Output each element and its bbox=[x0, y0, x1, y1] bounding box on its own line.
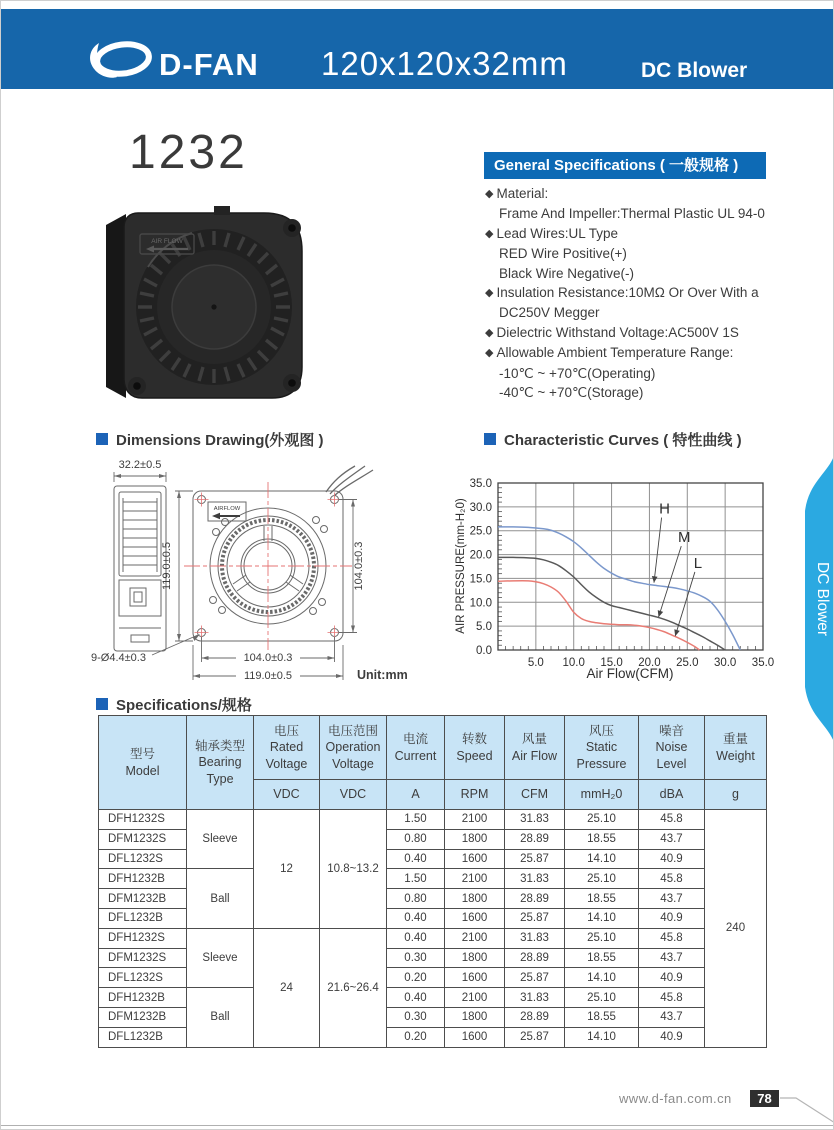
svg-text:15.0: 15.0 bbox=[469, 573, 492, 586]
noise-cell: 45.8 bbox=[639, 928, 705, 948]
dimensions-section-title: Dimensions Drawing(外观图 ) bbox=[96, 429, 324, 450]
blue-square-icon bbox=[484, 433, 496, 445]
centerlines bbox=[184, 482, 352, 650]
general-spec-item: ◆ Dielectric Withstand Voltage:AC500V 1S bbox=[485, 324, 739, 340]
spec-table-container bbox=[98, 715, 767, 1048]
header-size-title: 120x120x32mm bbox=[321, 45, 568, 82]
airflow-arrow-label bbox=[208, 502, 246, 521]
unit-g: g bbox=[705, 780, 767, 810]
pressure-cell: 18.55 bbox=[565, 948, 639, 968]
model-cell: DFL1232S bbox=[99, 849, 187, 869]
general-spec-item: Black Wire Negative(-) bbox=[499, 265, 635, 281]
header-product-type: DC Blower bbox=[641, 59, 748, 82]
model-cell: DFM1232B bbox=[99, 1007, 187, 1027]
airflow-cell: 25.87 bbox=[505, 968, 565, 988]
header-bar bbox=[1, 9, 834, 89]
dim-height-label: 119.0±0.5 bbox=[161, 541, 173, 591]
front-view bbox=[193, 466, 373, 641]
unit-cfm: CFM bbox=[505, 780, 565, 810]
svg-text:25.0: 25.0 bbox=[469, 525, 492, 538]
unit-mmh2o: mmH₂0 bbox=[565, 780, 639, 810]
general-spec-item: ◆ Lead Wires:UL Type bbox=[485, 225, 619, 241]
current-cell: 0.20 bbox=[387, 1027, 445, 1047]
speed-cell: 1600 bbox=[445, 849, 505, 869]
airflow-cell: 31.83 bbox=[505, 869, 565, 889]
operation-voltage-cell: 10.8~13.2 bbox=[320, 810, 387, 929]
noise-cell: 43.7 bbox=[639, 948, 705, 968]
y-axis-title: AIR PRESSURE(mm-H₂0) bbox=[455, 498, 467, 634]
speed-cell: 1600 bbox=[445, 908, 505, 928]
website-text: www.d-fan.com.cn bbox=[619, 1091, 732, 1106]
svg-text:30.0: 30.0 bbox=[469, 501, 492, 514]
unit-dba: dBA bbox=[639, 780, 705, 810]
model-cell: DFL1232B bbox=[99, 908, 187, 928]
diamond-bullet-icon: ◆ bbox=[485, 188, 494, 200]
pressure-cell: 25.10 bbox=[565, 810, 639, 830]
side-view bbox=[114, 486, 166, 651]
current-cell: 0.40 bbox=[387, 849, 445, 869]
noise-cell: 45.8 bbox=[639, 988, 705, 1008]
col-header-bearing: 轴承类型 Bearing Type bbox=[187, 716, 254, 810]
side-tab bbox=[785, 453, 834, 745]
current-cell: 0.40 bbox=[387, 928, 445, 948]
svg-text:35.0: 35.0 bbox=[469, 478, 492, 490]
current-cell: 0.20 bbox=[387, 968, 445, 988]
side-tab-label: DC Blower bbox=[814, 561, 831, 637]
model-cell: DFM1232S bbox=[99, 948, 187, 968]
bearing-cell: Sleeve bbox=[187, 810, 254, 869]
noise-cell: 40.9 bbox=[639, 908, 705, 928]
diamond-bullet-icon: ◆ bbox=[485, 347, 494, 360]
speed-cell: 2100 bbox=[445, 810, 505, 830]
blue-square-icon bbox=[96, 433, 108, 445]
spec-table-row bbox=[99, 928, 767, 948]
weight-cell: 240 bbox=[705, 810, 767, 1048]
model-cell: DFH1232B bbox=[99, 869, 187, 889]
pressure-cell: 25.10 bbox=[565, 869, 639, 889]
airflow-cell: 25.87 bbox=[505, 1027, 565, 1047]
noise-cell: 45.8 bbox=[639, 810, 705, 830]
col-header-current: 电流 Current bbox=[387, 716, 445, 780]
model-cell: DFH1232S bbox=[99, 810, 187, 830]
page-bottom-rule bbox=[1, 1125, 834, 1126]
dim-width-label: 119.0±0.5 bbox=[243, 670, 293, 682]
diamond-bullet-icon: ◆ bbox=[485, 287, 494, 300]
col-header-weight: 重量 Weight bbox=[705, 716, 767, 780]
dimensions-drawing bbox=[89, 454, 469, 694]
model-cell: DFM1232S bbox=[99, 829, 187, 849]
curve-label-L: L bbox=[693, 554, 703, 572]
svg-text:5.0: 5.0 bbox=[476, 621, 492, 634]
noise-cell: 43.7 bbox=[639, 889, 705, 909]
current-cell: 0.30 bbox=[387, 1007, 445, 1027]
general-spec-item: RED Wire Positive(+) bbox=[499, 246, 627, 262]
airflow-cell: 31.83 bbox=[505, 928, 565, 948]
dim-holes-label: 9-Ø4.4±0.3 bbox=[91, 652, 146, 664]
noise-cell: 43.7 bbox=[639, 829, 705, 849]
pressure-cell: 18.55 bbox=[565, 889, 639, 909]
x-axis-title: Air Flow(CFM) bbox=[586, 666, 674, 681]
unit-rpm: RPM bbox=[445, 780, 505, 810]
svg-text:35.0: 35.0 bbox=[751, 657, 775, 669]
svg-text:20.0: 20.0 bbox=[469, 549, 492, 562]
page-number-badge: 78 bbox=[750, 1090, 779, 1107]
current-cell: 1.50 bbox=[387, 810, 445, 830]
pressure-cell: 18.55 bbox=[565, 1007, 639, 1027]
current-cell: 0.80 bbox=[387, 829, 445, 849]
airflow-cell: 25.87 bbox=[505, 908, 565, 928]
curve-label-H: H bbox=[659, 500, 670, 518]
curves-section-title: Characteristic Curves ( 特性曲线 ) bbox=[484, 429, 742, 450]
spec-table-row bbox=[99, 869, 767, 889]
spec-table-row bbox=[99, 988, 767, 1008]
spec-table-body bbox=[99, 810, 767, 1048]
noise-cell: 43.7 bbox=[639, 1007, 705, 1027]
general-spec-item: DC250V Megger bbox=[499, 305, 600, 321]
current-cell: 0.40 bbox=[387, 988, 445, 1008]
svg-text:10.0: 10.0 bbox=[562, 657, 585, 669]
curve-label-M: M bbox=[678, 529, 691, 547]
brand-name: D-FAN bbox=[159, 47, 259, 82]
speed-cell: 1600 bbox=[445, 1027, 505, 1047]
col-header-airflow: 风量 Air Flow bbox=[505, 716, 565, 780]
curve-H bbox=[498, 527, 740, 650]
general-specs-title-bar: General Specifications ( 一般规格 ) bbox=[484, 152, 766, 179]
current-cell: 0.80 bbox=[387, 889, 445, 909]
speed-cell: 1800 bbox=[445, 1007, 505, 1027]
airflow-cell: 31.83 bbox=[505, 988, 565, 1008]
airflow-cell: 28.89 bbox=[505, 1007, 565, 1027]
model-number: 1232 bbox=[129, 126, 248, 179]
general-spec-item: ◆ Material: bbox=[485, 186, 549, 201]
unit-label: Unit:mm bbox=[357, 668, 408, 682]
airflow-cell: 31.83 bbox=[505, 810, 565, 830]
col-header-pressure: 风压 Static Pressure bbox=[565, 716, 639, 780]
col-header-speed: 转数 Speed bbox=[445, 716, 505, 780]
spec-table bbox=[98, 715, 767, 1048]
spec-table-row bbox=[99, 810, 767, 830]
svg-text:15.0: 15.0 bbox=[600, 657, 623, 669]
operation-voltage-cell: 21.6~26.4 bbox=[320, 928, 387, 1047]
bearing-cell: Sleeve bbox=[187, 928, 254, 987]
unit-a: A bbox=[387, 780, 445, 810]
current-cell: 1.50 bbox=[387, 869, 445, 889]
spec-section-title: Specifications/规格 bbox=[96, 694, 252, 715]
model-cell: DFM1232B bbox=[99, 889, 187, 909]
general-spec-item: -10℃ ~ +70℃(Operating) bbox=[499, 365, 656, 381]
svg-text:5.0: 5.0 bbox=[527, 657, 544, 669]
curve-L bbox=[498, 581, 699, 650]
pressure-cell: 25.10 bbox=[565, 928, 639, 948]
svg-text:AIR FLOW: AIR FLOW bbox=[151, 238, 183, 245]
speed-cell: 2100 bbox=[445, 988, 505, 1008]
unit-vdc: VDC bbox=[254, 780, 320, 810]
col-header-model: 型号 Model bbox=[99, 716, 187, 810]
dim-hole-pitch-v-label: 104.0±0.3 bbox=[353, 541, 365, 591]
general-spec-item: ◆ Allowable Ambient Temperature Range: bbox=[485, 345, 734, 361]
dim-depth-label: 32.2±0.5 bbox=[118, 459, 162, 471]
bearing-cell: Ball bbox=[187, 869, 254, 928]
bearing-cell: Ball bbox=[187, 988, 254, 1047]
general-specs-list bbox=[485, 184, 785, 402]
diamond-bullet-icon: ◆ bbox=[485, 326, 494, 339]
general-spec-item: ◆ Insulation Resistance:10MΩ Or Over With a bbox=[485, 285, 759, 301]
svg-text:25.0: 25.0 bbox=[676, 657, 699, 669]
rated-voltage-cell: 24 bbox=[254, 928, 320, 1047]
speed-cell: 1600 bbox=[445, 968, 505, 988]
general-spec-item: Frame And Impeller:Thermal Plastic UL 94-0 bbox=[499, 206, 765, 222]
noise-cell: 40.9 bbox=[639, 1027, 705, 1047]
svg-text:AIRFLOW: AIRFLOW bbox=[213, 506, 241, 512]
model-cell: DFH1232B bbox=[99, 988, 187, 1008]
speed-cell: 1800 bbox=[445, 829, 505, 849]
speed-cell: 1800 bbox=[445, 889, 505, 909]
model-cell: DFL1232S bbox=[99, 968, 187, 988]
noise-cell: 40.9 bbox=[639, 849, 705, 869]
characteristic-curves-chart bbox=[453, 459, 788, 689]
svg-text:30.0: 30.0 bbox=[713, 657, 737, 669]
current-cell: 0.30 bbox=[387, 948, 445, 968]
pressure-cell: 14.10 bbox=[565, 849, 639, 869]
pressure-cell: 14.10 bbox=[565, 908, 639, 928]
general-spec-item: -40℃ ~ +70℃(Storage) bbox=[499, 385, 644, 401]
svg-text:10.0: 10.0 bbox=[469, 597, 492, 610]
rated-voltage-cell: 12 bbox=[254, 810, 320, 929]
svg-text:0.0: 0.0 bbox=[476, 645, 492, 657]
blue-square-icon bbox=[96, 698, 108, 710]
col-header-rated-voltage: 电压 Rated Voltage bbox=[254, 716, 320, 780]
speed-cell: 2100 bbox=[445, 928, 505, 948]
model-cell: DFH1232S bbox=[99, 928, 187, 948]
speed-cell: 1800 bbox=[445, 948, 505, 968]
noise-cell: 45.8 bbox=[639, 869, 705, 889]
pressure-cell: 18.55 bbox=[565, 829, 639, 849]
table-header-row bbox=[99, 716, 767, 780]
dfan-logo-icon bbox=[87, 37, 153, 81]
airflow-cell: 28.89 bbox=[505, 889, 565, 909]
speed-cell: 2100 bbox=[445, 869, 505, 889]
diamond-bullet-icon: ◆ bbox=[485, 227, 494, 240]
noise-cell: 40.9 bbox=[639, 968, 705, 988]
product-photo bbox=[96, 201, 311, 413]
airflow-cell: 28.89 bbox=[505, 829, 565, 849]
svg-text:20.0: 20.0 bbox=[638, 657, 661, 669]
col-header-noise: 噪音 Noise Level bbox=[639, 716, 705, 780]
col-header-operation-voltage: 电压范围 Operation Voltage bbox=[320, 716, 387, 780]
dim-hole-pitch-h-label: 104.0±0.3 bbox=[243, 652, 293, 664]
model-cell: DFL1232B bbox=[99, 1027, 187, 1047]
airflow-cell: 25.87 bbox=[505, 849, 565, 869]
pressure-cell: 14.10 bbox=[565, 968, 639, 988]
pressure-cell: 25.10 bbox=[565, 988, 639, 1008]
unit-vdc: VDC bbox=[320, 780, 387, 810]
pressure-cell: 14.10 bbox=[565, 1027, 639, 1047]
current-cell: 0.40 bbox=[387, 908, 445, 928]
airflow-cell: 28.89 bbox=[505, 948, 565, 968]
